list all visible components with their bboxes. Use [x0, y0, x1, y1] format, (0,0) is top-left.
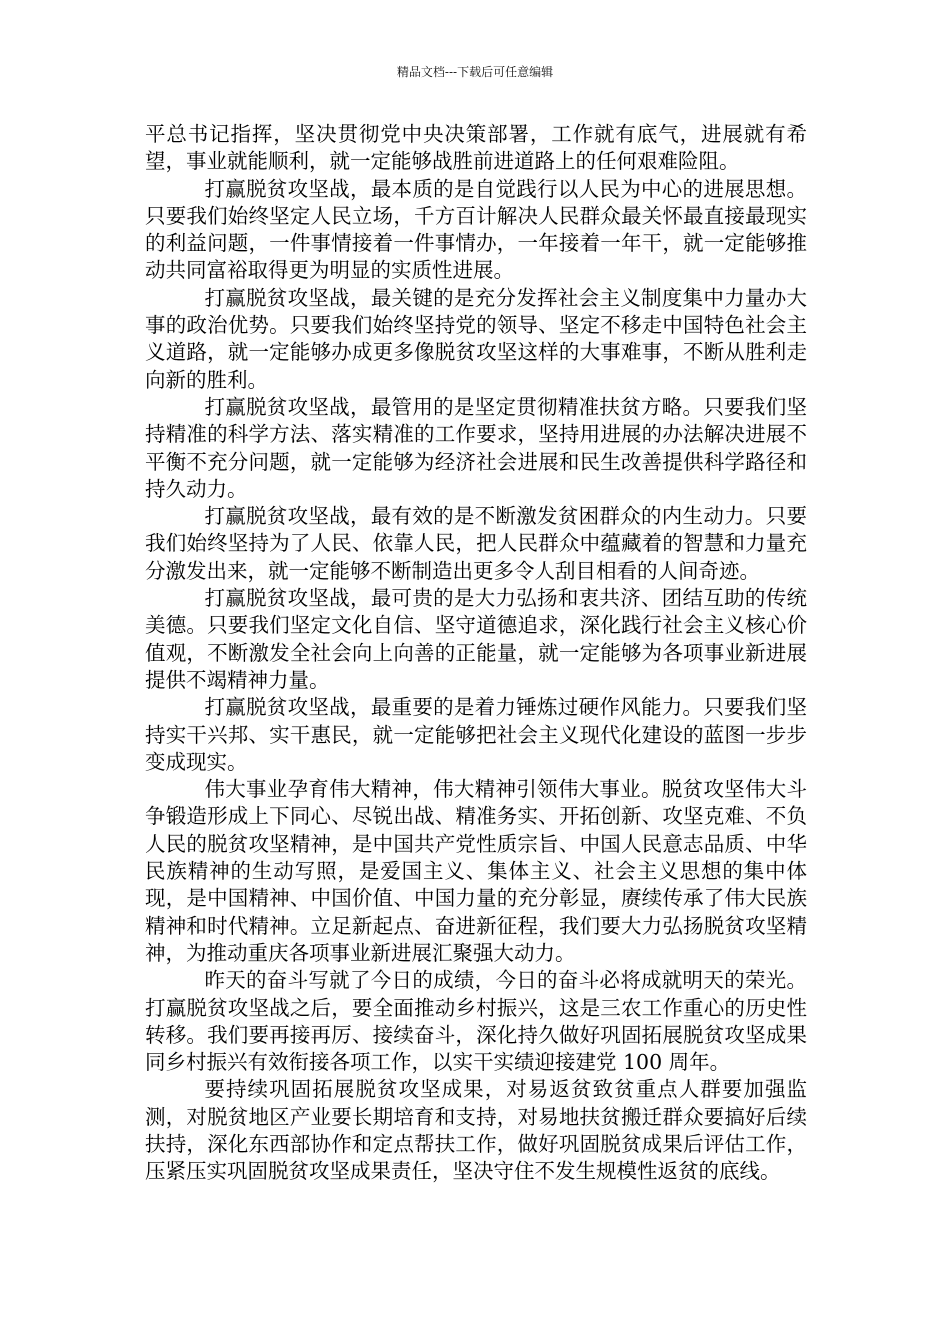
paragraph: 平总书记指挥，坚决贯彻党中央决策部署，工作就有底气，进展就有希望，事业就能顺利，就一定能够战胜前进道路上的任何艰难险阻。: [145, 122, 807, 174]
paragraph: 打赢脱贫攻坚战，最关键的是充分发挥社会主义制度集中力量办大事的政治优势。只要我们始终坚持党的领导、坚定不移走中国特色社会主义道路，就一定能够办成更多像脱贫攻坚这样的大事难事，不断从胜利走向新的胜利。: [145, 285, 807, 392]
paragraph: 要持续巩固拓展脱贫攻坚成果，对易返贫致贫重点人群要加强监测，对脱贫地区产业要长期培育和支持，对易地扶贫搬迁群众要搞好后续扶持，深化东西部协作和定点帮扶工作，做好巩固脱贫成果后评估工作，压紧压实巩固脱贫攻坚成果责任，坚决守住不发生规模性返贫的底线。: [145, 1077, 807, 1184]
paragraph: 打赢脱贫攻坚战，最管用的是坚定贯彻精准扶贫方略。只要我们坚持精准的科学方法、落实精准的工作要求，坚持用进展的办法解决进展不平衡不充分问题，就一定能够为经济社会进展和民生改善提供科学路径和持久动力。: [145, 394, 807, 501]
paragraph: 打赢脱贫攻坚战，最重要的是着力锤炼过硬作风能力。只要我们坚持实干兴邦、实干惠民，就一定能够把社会主义现代化建设的蓝图一步步变成现实。: [145, 695, 807, 774]
document-body: [145, 121, 807, 1186]
paragraph: 打赢脱贫攻坚战，最可贵的是大力弘扬和衷共济、团结互助的传统美德。只要我们坚定文化自信、坚守道德追求，深化践行社会主义核心价值观，不断激发全社会向上向善的正能量，就一定能够为各项事业新进展提供不竭精神力量。: [145, 586, 807, 692]
page-header: 精品文档---下载后可任意编辑: [396, 65, 554, 79]
paragraph: 伟大事业孕育伟大精神，伟大精神引领伟大事业。脱贫攻坚伟大斗争锻造形成上下同心、尽锐出战、精准务实、开拓创新、攻坚克难、不负人民的脱贫攻坚精神，是中国共产党性质宗旨、中国人民意志品质、中华民族精神的生动写照，是爱国主义、集体主义、社会主义思想的集中体现，是中国精神、中国价值、中国力量的充分彰显，赓续传承了伟大民族精神和时代精神。立足新起点、奋进新征程，我们要大力弘扬脱贫攻坚精神，为推动重庆各项事业新进展汇聚强大动力。: [145, 777, 807, 965]
paragraph: 昨天的奋斗写就了今日的成绩，今日的奋斗必将成就明天的荣光。打赢脱贫攻坚战之后，要全面推动乡村振兴，这是三农工作重心的历史性转移。我们要再接再厉、接续奋斗，深化持久做好巩固拓展脱贫攻坚成果同乡村振兴有效衔接各项工作，以实干实绩迎接建党 100 周年。: [145, 968, 807, 1075]
paragraph: 打赢脱贫攻坚战，最有效的是不断激发贫困群众的内生动力。只要我们始终坚持为了人民、依靠人民，把人民群众中蕴藏着的智慧和力量充分激发出来，就一定能够不断制造出更多令人刮目相看的人间奇迹。: [145, 504, 807, 583]
paragraph: 打赢脱贫攻坚战，最本质的是自觉践行以人民为中心的进展思想。只要我们始终坚定人民立场，千方百计解决人民群众最关怀最直接最现实的利益问题，一件事情接着一件事情办，一年接着一年干，就一定能够推动共同富裕取得更为明显的实质性进展。: [145, 176, 807, 283]
